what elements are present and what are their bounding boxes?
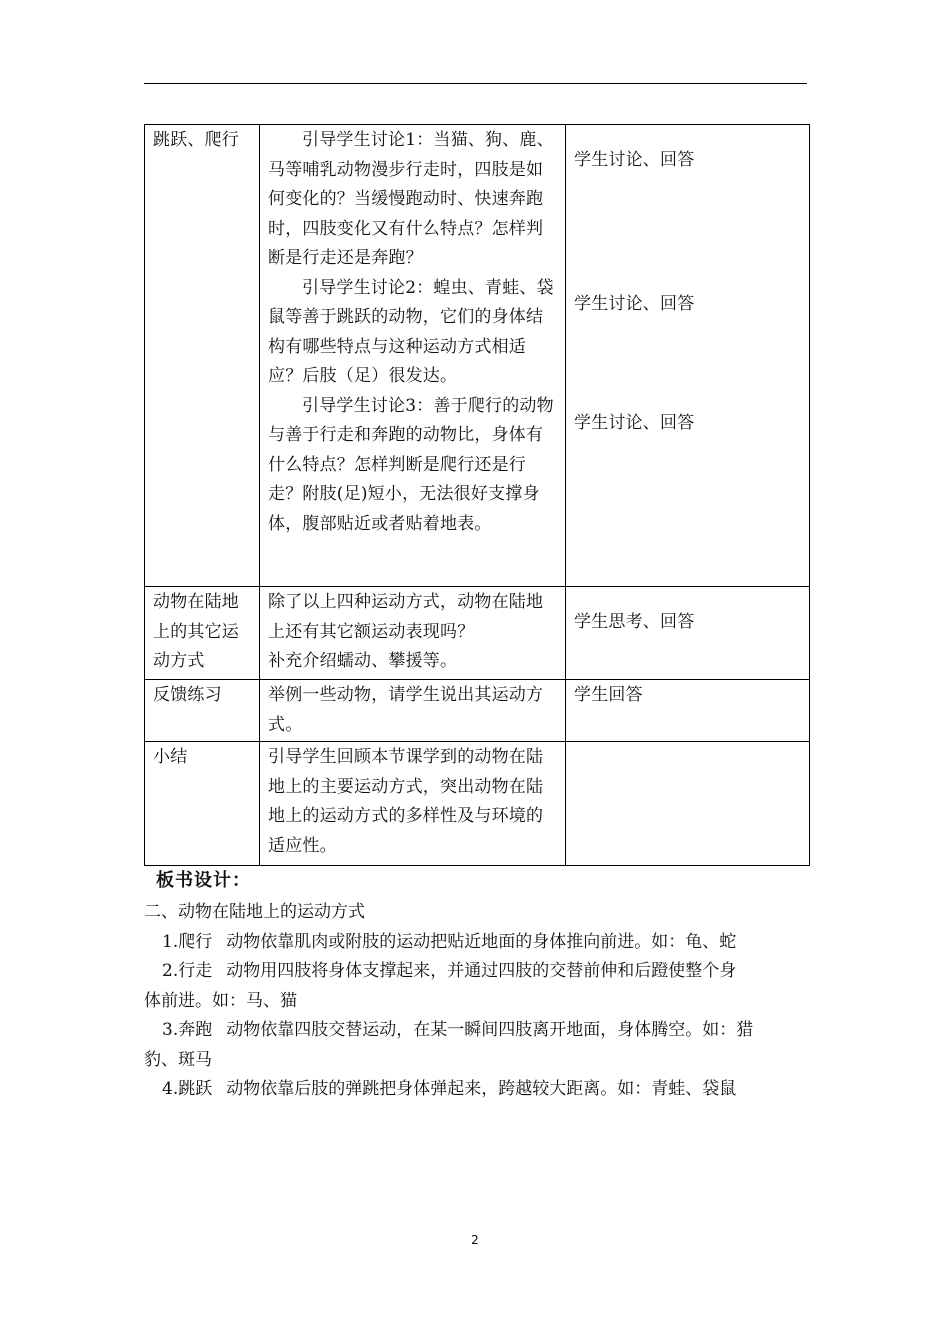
board-item xyxy=(144,1075,814,1105)
board-design-title: 板书设计： xyxy=(156,870,251,891)
content-cell xyxy=(260,587,566,680)
header-rule xyxy=(144,83,807,84)
response-text: 学生讨论、回答 xyxy=(574,413,695,433)
board-item-text: 动物用四肢将身体支撑起来，并通过四肢的交替前伸和后蹬使整个身 xyxy=(226,961,737,981)
board-item-text: 动物依靠肌肉或附肢的运动把贴近地面的身体推向前进。如：龟、蛇 xyxy=(226,931,737,952)
content-paragraph: 引导学生讨论1：当猫、狗、鹿、马等哺乳动物漫步行走时，四肢是如何变化的？当缓慢跑动时、快速奔跑时，四肢变化又有什么特点？怎样判断是行走还是奔跑？ xyxy=(268,130,554,268)
content-paragraph: 引导学生讨论2：蝗虫、青蛙、袋鼠等善于跳跃的动物，它们的身体结构有哪些特点与这种运动方式相适应？后肢（足）很发达。 xyxy=(268,277,554,386)
response-cell xyxy=(566,680,810,742)
response-cell xyxy=(566,742,810,866)
topic-cell xyxy=(145,742,260,866)
table-row xyxy=(145,742,810,866)
table-row xyxy=(145,587,810,680)
board-item-continuation: 豹、斑马 xyxy=(144,1049,212,1070)
content-cell xyxy=(260,125,566,587)
content-paragraph: 补充介绍蠕动、攀援等。 xyxy=(268,651,458,671)
board-item xyxy=(144,1016,814,1046)
topic-cell xyxy=(145,680,260,742)
board-item-continuation: 体前进。如：马、猫 xyxy=(144,990,297,1011)
board-item-label: 1.爬行 xyxy=(162,931,213,952)
response-cell xyxy=(566,125,810,587)
board-item-label: 3.奔跑 xyxy=(162,1020,213,1040)
page-number: 2 xyxy=(471,1233,479,1247)
board-item xyxy=(144,928,814,958)
content-paragraph: 除了以上四种运动方式，动物在陆地上还有其它额运动表现吗？ xyxy=(268,592,544,642)
response-cell xyxy=(566,587,810,680)
board-item xyxy=(144,957,814,987)
topic-cell xyxy=(145,125,260,587)
board-item-label: 4.跳跃 xyxy=(162,1079,213,1099)
board-item-text: 动物依靠后肢的弹跳把身体弹起来，跨越较大距离。如：青蛙、袋鼠 xyxy=(226,1079,737,1099)
content-paragraph: 引导学生讨论3：善于爬行的动物与善于行走和奔跑的动物比，身体有什么特点？怎样判断是爬行还是行走？附肢(足)短小，无法很好支撑身体，腹部贴近或者贴着地表。 xyxy=(268,395,554,534)
table-row xyxy=(145,125,810,587)
response-text: 学生回答 xyxy=(574,685,643,705)
board-item-label: 2.行走 xyxy=(162,961,213,981)
content-paragraph: 举例一些动物，请学生说出其运动方式。 xyxy=(268,685,544,735)
topic-text: 反馈练习 xyxy=(153,685,222,705)
table-row xyxy=(145,680,810,742)
response-text: 学生思考、回答 xyxy=(574,612,695,632)
board-design xyxy=(144,898,814,1105)
response-text: 学生讨论、回答 xyxy=(574,150,695,170)
content-cell xyxy=(260,742,566,866)
content-cell xyxy=(260,680,566,742)
content-paragraph: 引导学生回顾本节课学到的动物在陆地上的主要运动方式，突出动物在陆地上的运动方式的多样性及与环境的适应性。 xyxy=(268,747,544,856)
topic-text: 跳跃、爬行 xyxy=(153,130,239,150)
board-heading: 二、动物在陆地上的运动方式 xyxy=(144,902,365,922)
board-item-text: 动物依靠四肢交替运动，在某一瞬间四肢离开地面，身体腾空。如：猎 xyxy=(226,1020,754,1040)
topic-cell xyxy=(145,587,260,680)
topic-text: 动物在陆地上的其它运动方式 xyxy=(153,592,239,671)
lesson-table xyxy=(144,124,810,866)
topic-text: 小结 xyxy=(153,747,188,767)
response-text: 学生讨论、回答 xyxy=(574,293,695,314)
